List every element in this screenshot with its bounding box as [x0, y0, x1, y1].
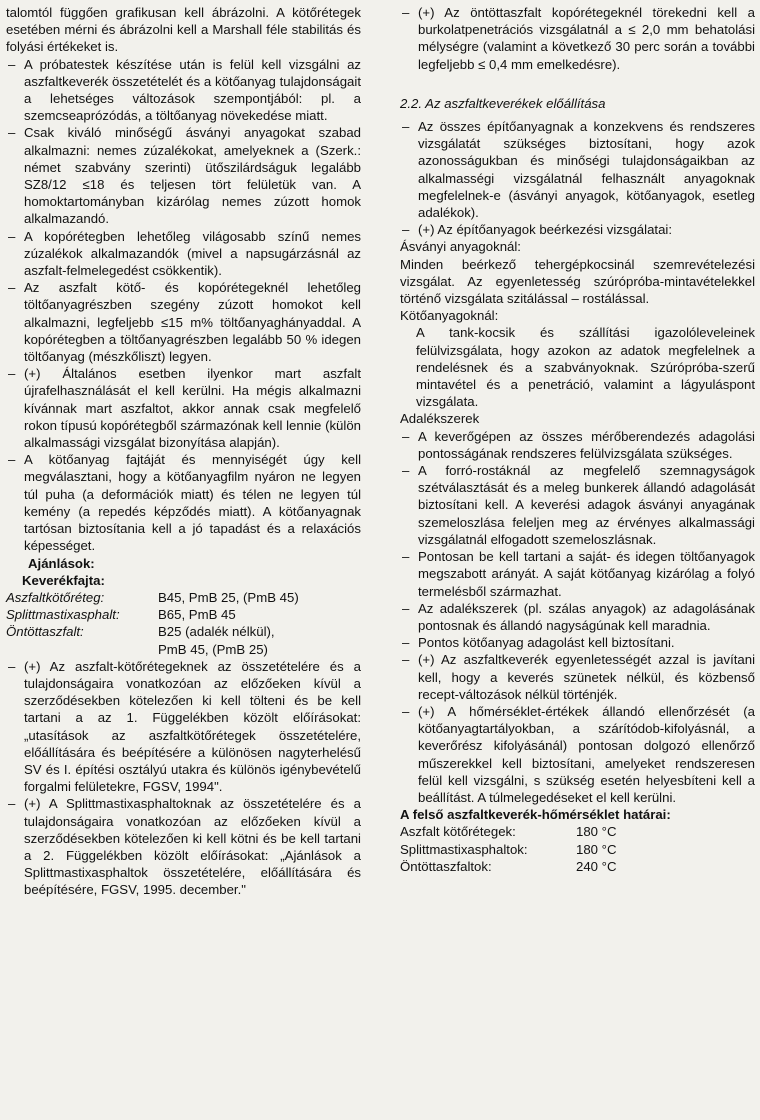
list-item: – Pontos kötőanyag adagolást kell biztosítani.	[400, 634, 755, 651]
temperature-table	[400, 823, 755, 875]
list-item: – A keverőgépen az összes mérőberendezés adagolási pontosságának rendszeres felülvizsgálata szükséges.	[400, 428, 755, 462]
mineral-label: Ásványi anyagoknál:	[400, 239, 521, 255]
list-item: – Az összes építőanyagnak a konzekvens és rendszeres vizsgálatát szükséges biztosítani, hogy azok azonosságukban és minőségi tulajdonságaikban az alkalmasségi vizsgálatnál felhasznált anyagoknak megfelelnek-e (ásványi anyagok, kötőanyagok, esetleg adalékok).	[400, 118, 755, 221]
binder-text: A tank-kocsik és szállítási igazolóleveleinek felülvizsgálata, hogy azokon az adatok megfelelnek a rendelésnek és a szabványoknak. Szúrópróba-szerű mintavétel és a penetráció, valamint a lágyuláspont vizsgálata.	[416, 325, 755, 410]
list-item: – Pontosan be kell tartani a saját- és idegen töltőanyagok megszabott arányát. A saját kötőanyag kizárólag a folyó termelésből származhat.	[400, 548, 755, 600]
list-item: – (+) Általános esetben ilyenkor mart aszfalt újrafelhasználását el kell kerülni. Ha mégis alkalmazni kívánnak mart aszfaltot, akkor annak csak megfelelő rokon típusú kopórétegből származónak kell lennie (külön alkalmassági vizsgálat bizonyítása alapján).	[6, 365, 361, 451]
list-item: – (+) A hőmérséklet-értékek állandó ellenőrzését (a kötőanyagtartályokban, a szárítódob-kifolyásnál, a keverőrész kifolyásánál) pontosan dolgozó ellenőrző műszerekkel kell biztosítani, amelyeket rendszeresen felül kell vizsgálni, s szükség esetén helyesbíteni kell a beállítást. A túlmelegedéseket el kell kerülni.	[400, 703, 755, 806]
temperature-value: 180 °C	[576, 841, 617, 857]
recommendations-heading: Ajánlások:	[28, 555, 95, 571]
mix-row	[6, 589, 361, 606]
temperature-heading: A felső aszfaltkeverék-hőmérséklet határai:	[400, 807, 671, 823]
section-heading: 2.2. Az aszfaltkeverékek előállítása	[400, 95, 606, 111]
mineral-text: Minden beérkező tehergépkocsinál szemrevételezési vizsgálat. Az egyenletesség szúrópróba-mintavételekkel történő vizsgálata szitálással – rostálással.	[400, 256, 755, 307]
mix-table	[6, 589, 361, 658]
additives-label: Adalékszerek	[400, 411, 480, 427]
paragraph: talomtól függően grafikusan kell ábrázolni. A kötőrétegek esetében mérni és ábrázolni kell a Marshall féle stabilitás és folyási értékeket is.	[6, 5, 361, 55]
left-column	[6, 4, 361, 899]
list-item: – (+) A Splittmastixasphaltoknak az összetételére és a tulajdonságaira vonatkozóan az előzőeken kívül a szerződésekben kötelezően ki kell kötni és be kell tartani a 2. Függelékben közölt előírásokat: „Ajánlások a Splittmastixasphaltok összetételére, előállítására és beépítésére, FGSV, 1995. december."	[6, 795, 361, 898]
temperature-label: Öntöttaszfaltok:	[400, 858, 492, 874]
mix-binder: B65, PmB 45	[158, 607, 236, 623]
temperature-label: Aszfalt kötőrétegek:	[400, 824, 516, 840]
list-item: – (+) Az aszfalt-kötőrétegeknek az összetételére és a tulajdonságaira vonatkozóan az előzőeken kívül a szerződésekben kötelezően ki kell tölteni és be kell tartani a az 1. Függelékben közölt előírásokat: „utasítások az aszfaltkötőrétegek összetételére, előállítására és beépítésére a különösen nagyterhelésű SV és I. építési osztályú utakra és különös igénybevételű forgalmi felületekre, FGSV, 1994".	[6, 658, 361, 796]
mix-name: Splittmastixasphalt:	[6, 607, 120, 623]
temperature-label: Splittmastixasphaltok:	[400, 841, 528, 857]
temperature-row	[400, 823, 755, 840]
list-item: – A próbatestek készítése után is felül kell vizsgálni az aszfaltkeverék összetételét és a kötőanyag tulajdonságait a lehetséges változások szempontjából: pl. a szemcseaprózódás, a töltőanyag növekedése miatt.	[6, 56, 361, 125]
list-item: – Az aszfalt kötő- és kopórétegeknél lehetőleg töltőanyagrészben szegény zúzott homokot kell alkalmazni, legfeljebb ≤15 m% töltőanyaghányaddal. A kopórétegben a töltőanyagrészben legalább 50 % idegen töltőanyag (mészkőliszt) legyen.	[6, 279, 361, 365]
mix-row	[6, 641, 361, 658]
mix-row	[6, 606, 361, 623]
temperature-row	[400, 858, 755, 875]
right-column	[400, 4, 755, 875]
list-item: – A kopórétegben lehetőleg világosabb színű nemes zúzalékok alkalmazandók (mivel a napsugárzásnál az aszfalt-felmelegedést csökkentik).	[6, 228, 361, 280]
mix-binder: B45, PmB 25, (PmB 45)	[158, 589, 299, 605]
mix-name	[6, 641, 158, 658]
list-item: – A kötőanyag fajtáját és mennyiségét úgy kell megválasztani, hogy a kötőanyagfilm nyáron ne legyen túl puha (a deformációk miatt) és télen ne legyen túl kemény (a repedés képződés miatt). A kötőanyagnak tartósan biztosítania kell a jó tapadást és a relaxációs képességet.	[6, 451, 361, 554]
temperature-value: 240 °C	[576, 858, 617, 874]
temperature-row	[400, 841, 755, 858]
list-item: – Csak kiváló minőségű ásványi anyagokat szabad alkalmazni: nemes zúzalékokat, amelyeknek a (Szerk.: német szabvány szerinti) ütőszilárdságuk legalább SZ8/12 ≤18 és teljesen tört felületük van. A homoktartományban kizárólag nemes zúzott homok alkalmazandó.	[6, 124, 361, 227]
mix-row	[6, 623, 361, 640]
mix-binder: B25 (adalék nélkül),	[158, 624, 275, 640]
temperature-value: 180 °C	[576, 824, 617, 840]
list-item: – (+) Az építőanyagok beérkezési vizsgálatai:	[400, 221, 755, 238]
mix-name: Öntöttaszfalt:	[6, 624, 84, 640]
mix-name: Aszfaltkötőréteg:	[6, 589, 105, 605]
list-item: – A forró-rostáknál az megfelelő szemnagyságok szétválasztását és a meleg bunkerek állandó adagolását biztosítani kell. A keverési adagok ásványi anyagának szemeloszlása feleljen meg az érvényes alkalmassági vizsgálatnál elfogadott szemeloszlásnak.	[400, 462, 755, 548]
mix-binder: PmB 45, (PmB 25)	[158, 641, 268, 657]
list-item: – Az adalékszerek (pl. szálas anyagok) az adagolásának pontosnak és állandó nagyságúnak kell maradnia.	[400, 600, 755, 634]
mix-type-heading: Keverékfajta:	[22, 572, 105, 588]
list-item: – (+) Az aszfaltkeverék egyenletességét azzal is javítani kell, hogy a keverés szünetek nélkül, és közbenső recept-változások nélkül történjék.	[400, 651, 755, 703]
list-item: – (+) Az öntöttaszfalt kopórétegeknél törekedni kell a burkolatpenetrációs vizsgálatnál a ≤ 2,0 mm behatolási mélységre (valamint a következő 30 perc során a további legfeljebb ≤ 0,4 mm emelkedésre).	[400, 4, 755, 73]
binder-label: Kötőanyagoknál:	[400, 308, 499, 324]
